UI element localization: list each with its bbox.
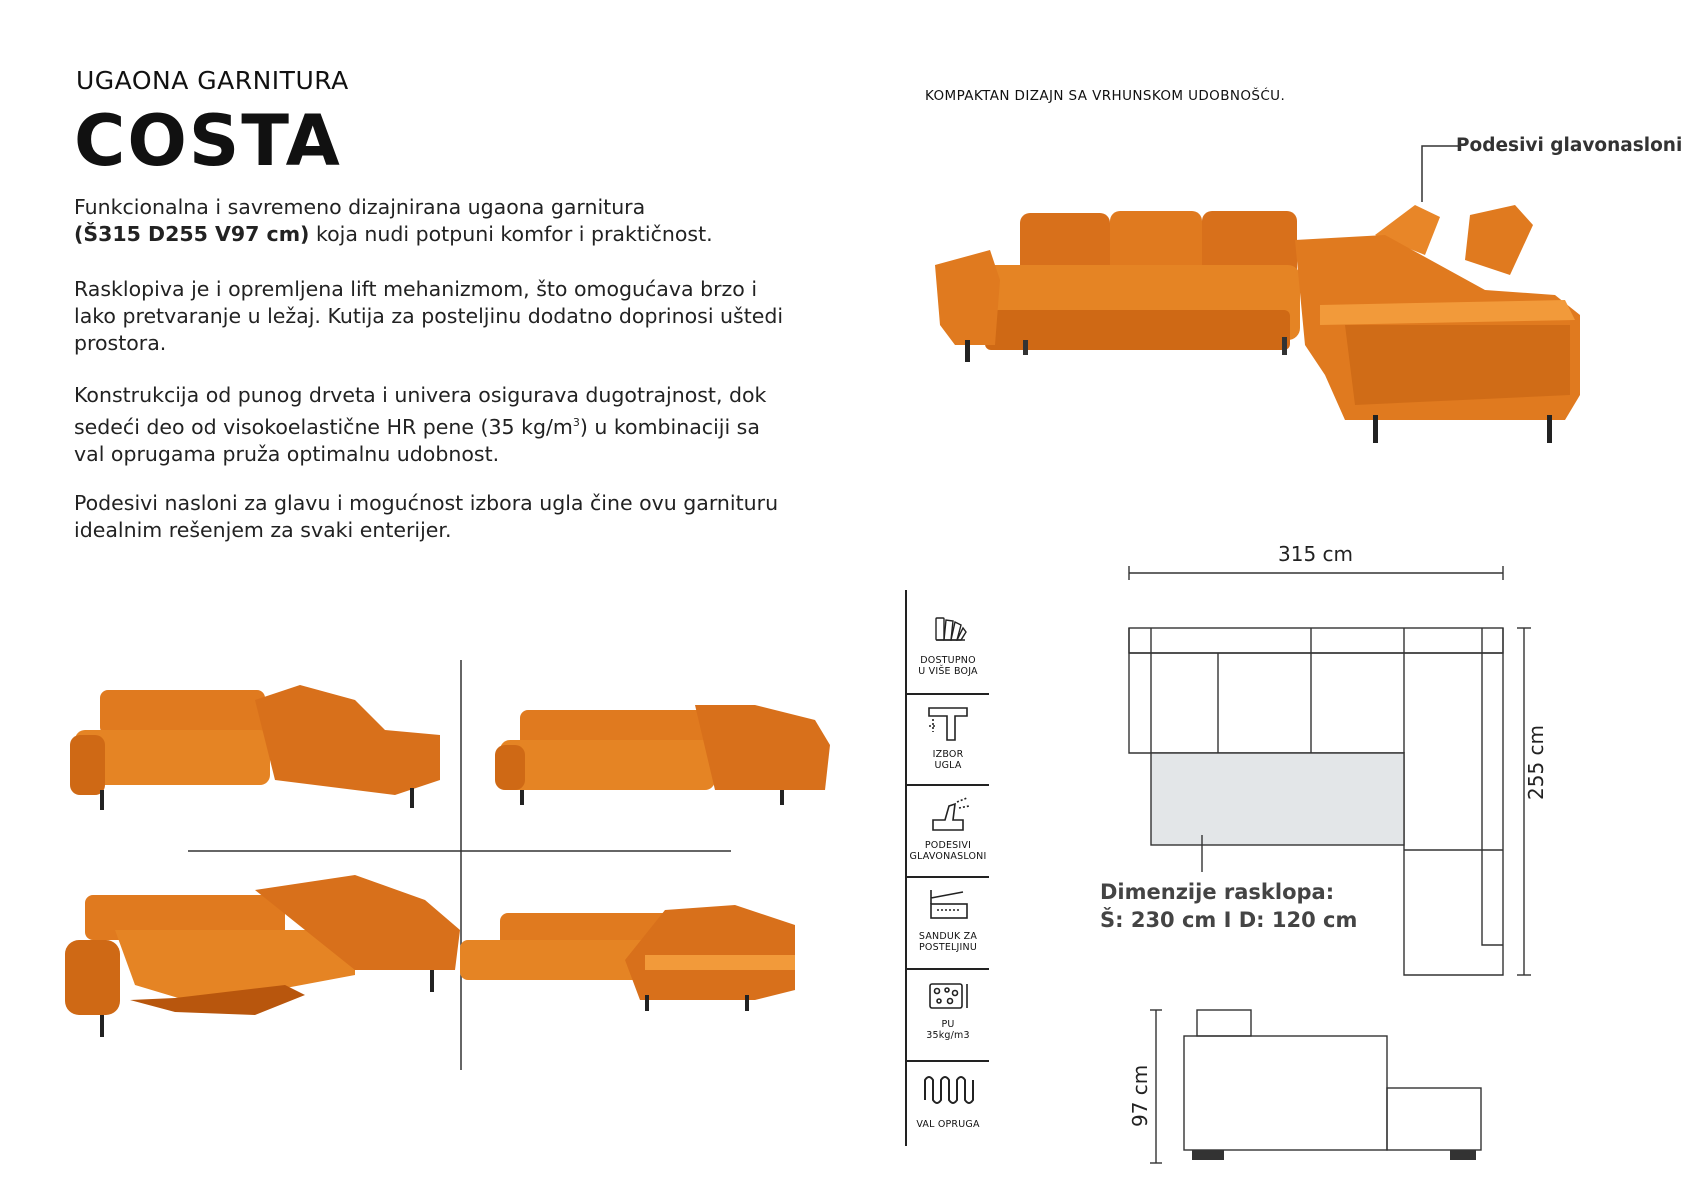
unfold-area: [1151, 753, 1404, 845]
unfold-title: Dimenzije rasklopa:: [1100, 880, 1335, 904]
product-title: COSTA: [74, 100, 342, 182]
sofa-gallery: [55, 640, 855, 1070]
description-text: Konstrukcija od punog drveta i univera osigurava dugotrajnost, dok sedeći deo od visokoelastične HR pene (35 kg/m: [74, 383, 767, 439]
feature-separator: [907, 876, 989, 878]
description-paragraph-1: [74, 194, 794, 248]
description-text: ) u kombinaciji sa val oprugama pruža optimalnu udobnost.: [74, 414, 760, 466]
subtitle: UGAONA GARNITURA: [76, 66, 349, 95]
feature-separator: [907, 968, 989, 970]
description-line: koja nudi potpuni komfor i praktičnost.: [309, 222, 713, 246]
unfold-values: Š: 230 cm I D: 120 cm: [1100, 908, 1358, 932]
description-line: Funkcionalna i savremeno dizajnirana ugaona garnitura: [74, 195, 646, 219]
feature-separator: [907, 693, 989, 695]
feature-label: VAL OPRUGA: [916, 1119, 980, 1130]
feature-label: SANDUK ZA POSTELJINU: [918, 931, 978, 953]
description-paragraph-2: Rasklopiva je i opremljena lift mehanizmom, što omogućava brzo i lako pretvaranje u ležaj. Kutija za posteljinu dodatno doprinosi uštedi prostora.: [74, 277, 784, 355]
description-paragraph-4: Podesivi nasloni za glavu i mogućnost izbora ugla čine ovu garnituru idealnim rešenjem za svaki enterijer.: [74, 491, 779, 542]
foam-icon: [927, 978, 971, 1014]
feature-label: DOSTUPNO U VIŠE BOJA: [918, 655, 978, 677]
sofa-main-image: [925, 195, 1625, 480]
superscript: 3: [572, 416, 580, 429]
feature-separator: [907, 1060, 989, 1062]
corner-choice-icon: [927, 704, 969, 742]
height-dimension-label: 97 cm: [1128, 1064, 1152, 1127]
depth-dimension-label: 255 cm: [1524, 724, 1548, 800]
feature-label: IZBOR UGLA: [932, 749, 964, 771]
feature-list: [907, 600, 989, 1140]
spring-icon: [923, 1074, 975, 1106]
headrest-icon: [929, 796, 971, 834]
tagline: KOMPAKTAN DIZAJN SA VRHUNSKOM UDOBNOŠĆU.: [925, 88, 1286, 104]
headrest-callout: Podesivi glavonasloni: [1456, 135, 1683, 156]
gallery-image-3: [65, 875, 460, 1037]
feature-label: PU 35kg/m3: [926, 1019, 970, 1041]
feature-separator: [907, 784, 989, 786]
storage-box-icon: [927, 886, 971, 922]
dimensions-summary: (Š315 D255 V97 cm): [74, 222, 310, 246]
color-swatch-icon: [933, 608, 967, 642]
feature-label: PODESIVI GLAVONASLONI: [909, 840, 987, 862]
gallery-image-2: [495, 705, 830, 805]
sofa-body: [935, 205, 1580, 443]
side-view-drawing: [1150, 1008, 1490, 1173]
width-dimension-label: 315 cm: [1278, 542, 1354, 566]
unfold-dimensions: [1100, 878, 1357, 934]
description-paragraph-3: [74, 382, 794, 468]
gallery-image-4: [460, 905, 795, 1011]
gallery-image-1: [70, 685, 440, 810]
